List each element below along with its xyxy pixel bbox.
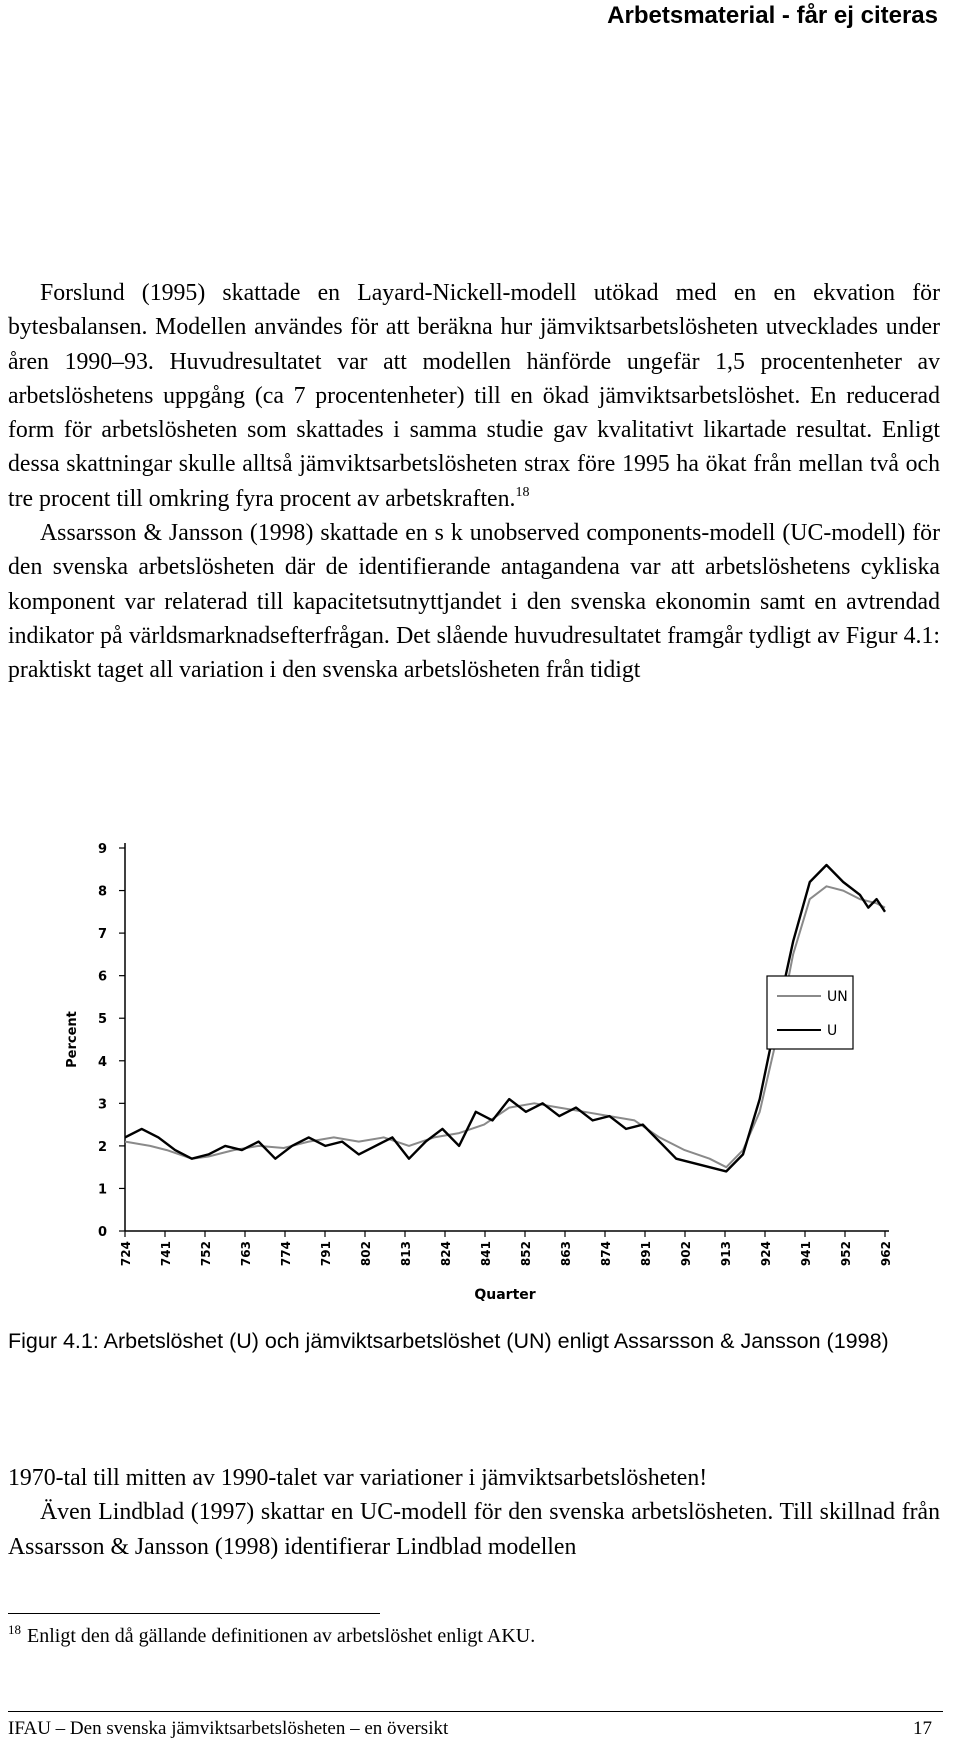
x-axis-label: Quarter [474,1287,536,1303]
x-tick-label: 924 [759,1241,773,1267]
y-tick-label: 0 [97,1225,107,1240]
paragraph: Även Lindblad (1997) skattar en UC-modell för den svenska arbetslösheten. Till skillnad från Assarsson & Jansson (1998) identifierar Lindblad modellen [8,1499,940,1560]
y-tick-label: 6 [97,969,107,985]
x-tick-label: 752 [199,1241,213,1267]
y-tick-label: 7 [97,927,107,943]
y-tick-label: 1 [97,1182,107,1198]
x-tick-label: 902 [679,1241,693,1267]
figure-caption: Figur 4.1: Arbetslöshet (U) och jämviktsarbetslöshet (UN) enligt Assarsson & Jansson (1998) [8,1329,889,1353]
y-axis-label: Percent [65,1011,80,1068]
paragraph [8,276,940,516]
figure [60,838,950,1318]
x-tick-label: 763 [239,1241,253,1267]
footnote [8,1622,535,1648]
y-tick-label: 2 [97,1139,107,1155]
paragraph: Assarsson & Jansson (1998) skattade en s k unobserved components-modell (UC-modell) för den svenska arbetslösheten där de identifierande antagandena var att arbetslöshetens cykliska komponent var relaterad till kapacitetsutnyttjandet i den svenska ekonomin samt en avtrendad indikator på världsmarknadsefterfrågan. Det slående huvudresultatet framgår tydligt av Figur 4.1: praktiskt taget all variation i den svenska arbetslösheten från tidigt [8,520,940,684]
x-tick-label: 802 [359,1241,373,1267]
x-tick-label: 913 [719,1241,733,1267]
footnote-text: Enligt den då gällande definitionen av arbetslöshet enligt AKU. [27,1625,536,1647]
x-tick-label: 891 [639,1241,653,1267]
paragraph-text: Forslund (1995) skattade en Layard-Nickell-modell utökad med en en ekvation för bytesbalansen. Modellen användes för att beräkna hur jämviktsarbetslösheten utvecklades under åren 1990–93. Huvudresultatet var att modellen hänförde ungefär 1,5 procentenheter av arbetslöshetens uppgång (ca 7 procentenheter) till en ökad jämviktsarbetslöshet. En reducerad form för arbetslösheten som skattades i samma studie gav kvalitativt likartade resultat. Enligt dessa skattningar skulle alltså jämviktsarbetslösheten strax före 1995 ha ökat från mellan två och tre procent till omkring fyra procent av arbetskraften. [8,280,940,512]
footer-divider [8,1711,943,1712]
body-text-top [8,276,940,688]
x-tick-label: 863 [559,1241,573,1267]
x-tick-label: 952 [839,1241,853,1267]
legend-label-un: UN [827,989,848,1005]
footnote-number: 18 [8,1622,21,1637]
x-tick-label: 813 [399,1241,413,1267]
legend-box [767,976,853,1049]
body-text-bottom [8,1461,940,1564]
page-number: 17 [913,1718,932,1739]
x-tick-label: 941 [799,1241,813,1267]
footnote-divider [8,1613,380,1614]
x-tick-label: 774 [279,1241,293,1267]
x-tick-label: 874 [599,1241,613,1267]
y-tick-label: 4 [97,1054,107,1070]
y-tick-label: 8 [97,884,107,900]
footer-title: IFAU – Den svenska jämviktsarbetslösheten – en översikt [8,1718,449,1739]
x-tick-label: 852 [519,1241,533,1267]
y-tick-label: 5 [97,1012,107,1028]
unemployment-chart [60,838,950,1318]
legend-label-u: U [827,1023,838,1039]
y-tick-label: 9 [97,842,107,857]
x-tick-label: 841 [479,1241,493,1267]
x-tick-label: 741 [159,1241,173,1267]
x-tick-label: 824 [439,1241,453,1267]
y-tick-label: 3 [97,1097,107,1113]
x-tick-label: 962 [879,1241,893,1267]
footnote-reference: 18 [515,484,530,500]
page-footer [8,1718,932,1740]
paragraph: 1970-tal till mitten av 1990-talet var variationer i jämviktsarbetslösheten! [8,1465,708,1491]
x-tick-label: 724 [119,1241,133,1267]
page-header: Arbetsmaterial - får ej citeras [607,2,938,29]
x-tick-label: 791 [319,1241,333,1267]
